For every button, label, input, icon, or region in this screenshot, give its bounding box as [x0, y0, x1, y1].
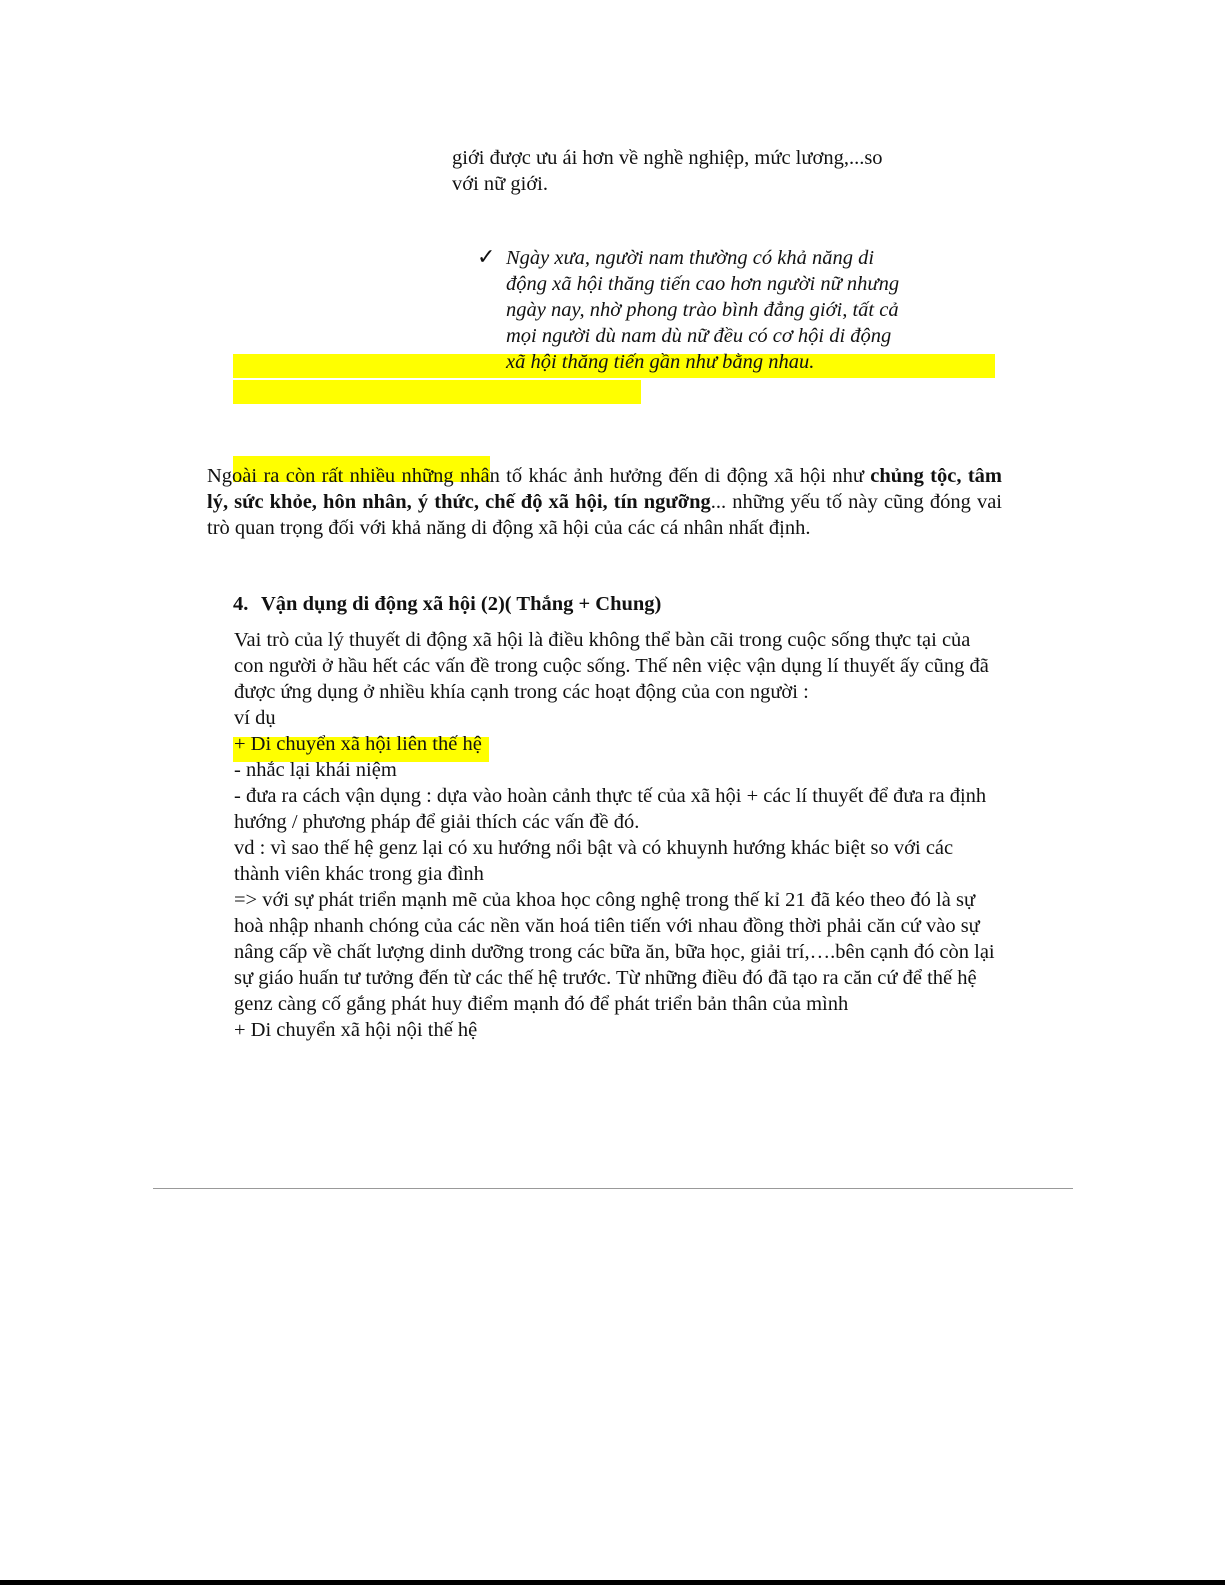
section-line-15: genz càng cố gắng phát huy điểm mạnh đó để phát triển bản thân của mình	[234, 993, 849, 1015]
block1-line-1: giới được ưu ái hơn về nghề nghiệp, mức lương,...so	[452, 147, 883, 169]
section-line-12: hoà nhập nhanh chóng của các nền văn hoá tiên tiến với nhau đồng thời phải căn cứ vào sự	[234, 915, 980, 937]
section-line-14: sự giáo huấn tư tưởng đến từ các thế hệ trước. Từ những điều đó đã tạo ra căn cứ để thế hệ	[234, 967, 977, 989]
bullet-line-5: xã hội thăng tiến gần như bằng nhau.	[506, 351, 815, 373]
section-line-7: - đưa ra cách vận dụng : dựa vào hoàn cảnh thực tế của xã hội + các lí thuyết để đưa ra định	[234, 785, 987, 807]
section-number: 4.	[233, 593, 249, 615]
bullet-line-4: mọi người dù nam dù nữ đều có cơ hội di động	[506, 325, 892, 347]
bullet-line-2: động xã hội thăng tiến cao hơn người nữ nhưng	[506, 273, 900, 295]
page-bottom-edge	[0, 1580, 1225, 1585]
para2-text: Ngoài ra còn rất nhiều những nhân tố khác ảnh hưởng đến di động xã hội như	[207, 465, 871, 487]
para2-line-1	[207, 463, 1002, 489]
page-divider	[153, 1188, 1073, 1189]
para2-line-2	[207, 489, 1002, 515]
section-line-10: thành viên khác trong gia đình	[234, 863, 484, 885]
section-line-4: ví dụ	[234, 707, 276, 729]
check-icon: ✓	[477, 244, 496, 269]
section-line-13: nâng cấp về chất lượng dinh dưỡng trong các bữa ăn, bữa học, giải trí,….bên cạnh đó còn lại	[234, 941, 995, 963]
bullet-line-1: Ngày xưa, người nam thường có khả năng di	[506, 247, 875, 269]
section-line-11: => với sự phát triển mạnh mẽ của khoa học công nghệ trong thế kỉ 21 đã kéo theo đó là sự	[234, 889, 976, 911]
highlight-band-2	[233, 380, 641, 404]
section-line-9: vd : vì sao thế hệ genz lại có xu hướng nổi bật và có khuynh hướng khác biệt so với các	[234, 837, 954, 859]
section-line-6: - nhắc lại khái niệm	[234, 759, 397, 781]
section-line-3: được ứng dụng ở nhiều khía cạnh trong các hoạt động của con người :	[234, 681, 809, 703]
section-line-1: Vai trò của lý thuyết di động xã hội là điều không thể bàn cãi trong cuộc sống thực tại của	[234, 629, 971, 651]
section-line-5: + Di chuyển xã hội liên thế hệ	[234, 733, 482, 755]
para2-bold: chủng tộc, tâm	[870, 465, 1002, 487]
block1-line-2: với nữ giới.	[452, 173, 549, 195]
section-line-8: hướng / phương pháp để giải thích các vấn đề đó.	[234, 811, 640, 833]
para2-text: ... những yếu tố này cũng đóng vai	[710, 491, 1002, 513]
para2-bold: lý, sức khỏe, hôn nhân, ý thức, chế độ xã hội, tín ngưỡng	[207, 491, 711, 513]
bullet-line-3: ngày nay, nhờ phong trào bình đẳng giới, tất cả	[506, 299, 899, 321]
section-line-16: + Di chuyển xã hội nội thế hệ	[234, 1019, 478, 1041]
para2-line-3: trò quan trọng đối với khả năng di động xã hội của các cá nhân nhất định.	[207, 517, 811, 539]
section-line-2: con người ở hầu hết các vấn đề trong cuộc sống. Thế nên việc vận dụng lí thuyết ấy cũng đã	[234, 655, 989, 677]
section-title: Vận dụng di động xã hội (2)( Thắng + Chung)	[261, 593, 662, 615]
